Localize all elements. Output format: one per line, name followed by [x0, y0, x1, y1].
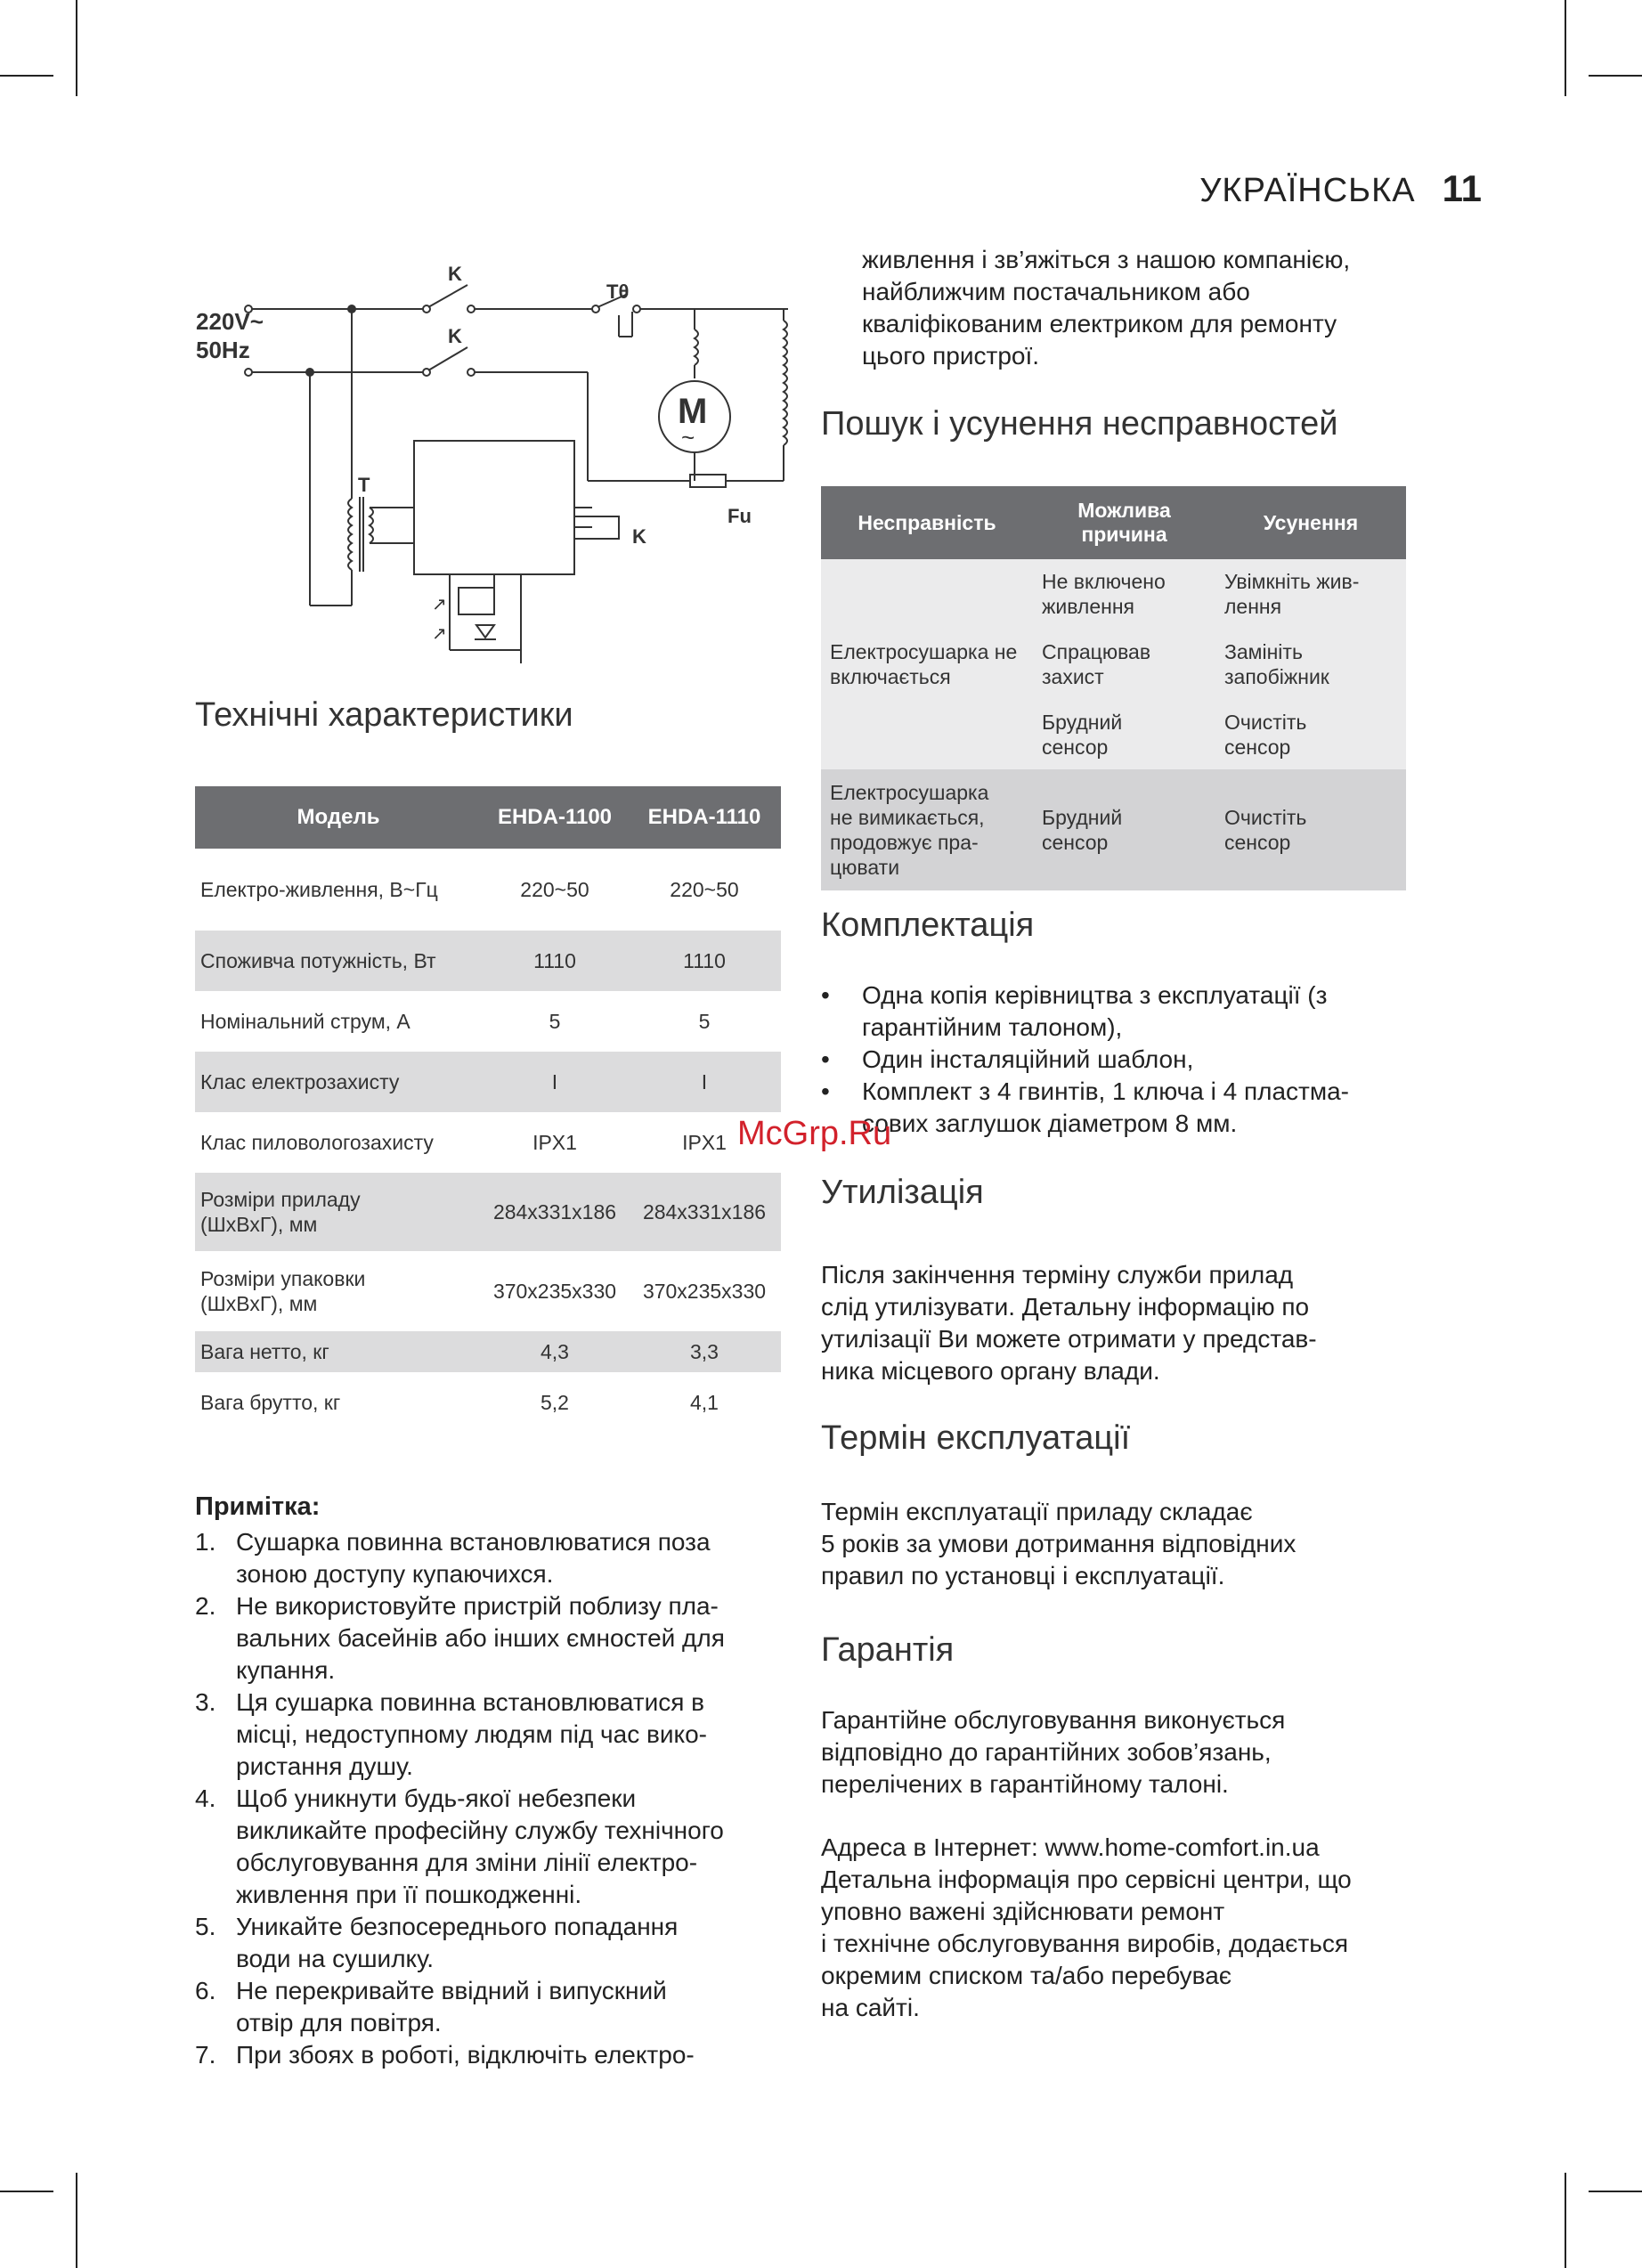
spec-label: Споживча потужність, Вт	[195, 931, 482, 991]
spec-value: IPX1	[532, 1130, 577, 1154]
crop-mark	[1565, 0, 1566, 96]
spec-label: Розміри упаковки (ШхВхГ), мм	[200, 1267, 366, 1315]
frequency-label: 50Hz	[196, 337, 250, 363]
thermostat-label: Tθ	[606, 280, 630, 303]
warranty-text: Гарантійне обслуговування виконується відповідно до гарантійних зобов’язань, перелічених в гарантійному талоні.	[821, 1706, 1286, 1798]
intro-line: живлення і зв’яжіться з нашою компанією,	[862, 246, 1351, 273]
spec-label: Номінальний струм, А	[200, 1010, 410, 1033]
cause-cell: Брудний сенсор	[1033, 769, 1215, 890]
note-item: 4. Щоб уникнути будь-якої небезпеки викликайте професійну службу технічного обслуговування для зміни лінії електро- живлення при її пошкодженні.	[195, 1784, 724, 1908]
warranty-title: Гарантія	[821, 1631, 955, 1669]
spec-value: IPX1	[682, 1130, 727, 1154]
page-header	[1199, 167, 1482, 210]
watermark: McGrp.Ru	[737, 1115, 892, 1152]
service-life-text: Термін експлуатації приладу складає 5 років за умови дотримання відповідних правил по установці і експлуатації.	[821, 1498, 1297, 1589]
voltage-label: 220V~	[196, 308, 264, 335]
fix-cell: Очистіть сенсор	[1215, 700, 1406, 769]
crop-mark	[1565, 2173, 1566, 2268]
crop-mark	[0, 75, 53, 77]
crop-mark	[76, 0, 77, 96]
kit-item: • Комплект з 4 гвинтів, 1 ключа і 4 пластма- сових заглушок діаметром 8 мм.	[821, 1077, 1349, 1137]
note-item: 5. Уникайте безпосереднього попадання води на сушилку.	[195, 1913, 679, 1972]
crop-mark	[0, 2191, 53, 2192]
intro-line: кваліфікованим електриком для ремонту	[862, 310, 1337, 337]
page-number: 11	[1442, 167, 1482, 209]
kit-title: Комплектація	[821, 906, 1035, 944]
kit-list	[821, 980, 1349, 1140]
fix-cell: Увімкніть жив- лення	[1215, 559, 1406, 629]
spec-value: 5,2	[541, 1390, 569, 1414]
crop-mark	[1589, 75, 1642, 77]
spec-label: Вага нетто, кг	[195, 1331, 482, 1372]
disposal-text: Після закінчення терміну служби прилад слід утилізувати. Детальну інформацію по утилізації Ви можете отримати у представ- ника місцевого органу влади.	[821, 1261, 1317, 1385]
led-arrows-icon: ↗	[432, 595, 447, 614]
cause-cell: Не включено живлення	[1033, 559, 1215, 629]
spec-label: Клас електрозахисту	[195, 1052, 482, 1112]
intro-continuation	[862, 244, 1350, 372]
fault-cell: Електросушарка не вимикається, продовжує пра- цювати	[821, 769, 1033, 890]
note-item: 3. Ця сушарка повинна встановлюватися в місці, недоступному людям під час вико- ристання душу.	[195, 1688, 707, 1780]
spec-value: 284x331x186	[482, 1173, 628, 1251]
note-item: 7. При збоях в роботі, відключіть електро-	[195, 2041, 695, 2069]
spec-value: 4,1	[690, 1390, 719, 1414]
spec-value: 5	[549, 1009, 561, 1033]
spec-value: 370x235x330	[492, 1279, 617, 1303]
header-model-2: EHDA-1110	[628, 786, 781, 849]
spec-value: 5	[698, 1009, 711, 1033]
fix-cell: Замініть запобіжник	[1215, 629, 1406, 700]
notes-title: Примітка:	[195, 1492, 321, 1521]
spec-value: 220~50	[520, 877, 589, 901]
warranty-contacts: Адреса в Інтернет: www.home-comfort.in.ua Детальна інформація про сервісні центри, що уповно важені здійснювати ремонт і технічне обслуговування виробів, додається окремим списком та/або перебуває на сайті.	[821, 1833, 1352, 2021]
troubleshooting-title: Пошук і усунення несправностей	[821, 405, 1338, 443]
intro-line: цього пристрої.	[862, 342, 1040, 370]
intro-line: найближчим постачальником або	[862, 278, 1250, 305]
motor-tilde-icon: ~	[681, 424, 695, 451]
cause-cell: Брудний сенсор	[1033, 700, 1215, 769]
crop-mark	[76, 2173, 77, 2268]
header-fault: Несправність	[821, 486, 1033, 559]
service-life-title: Термін експлуатації	[821, 1419, 1131, 1457]
troubleshooting-table	[821, 486, 1406, 890]
transformer-label: T	[358, 474, 370, 496]
spec-value: 4,3	[482, 1331, 628, 1372]
note-item: 1. Сушарка повинна встановлюватися поза зоною доступу купаючихся.	[195, 1528, 711, 1588]
cause-cell: Спрацював захист	[1033, 629, 1215, 700]
note-item: 6. Не перекривайте ввідний і випускний отвір для повітря.	[195, 1977, 667, 2036]
notes-list	[195, 1526, 725, 2071]
fault-cell: Електросушарка не включається	[821, 559, 1033, 769]
crop-mark	[1589, 2191, 1642, 2192]
motor-label: M	[678, 392, 708, 431]
spec-value: 1110	[482, 931, 628, 991]
disposal-title: Утилізація	[821, 1174, 984, 1211]
spec-value: 1110	[628, 931, 781, 991]
header-fix: Усунення	[1215, 486, 1406, 559]
relay-coil-label: K	[632, 525, 646, 548]
kit-item: • Один інсталяційний шаблон,	[821, 1045, 1194, 1073]
note-item: 2. Не використовуйте пристрій поблизу пла- вальних басейнів або інших ємностей для купання.	[195, 1592, 725, 1684]
header-model-1: EHDA-1100	[482, 786, 628, 849]
spec-label: Клас пиловологозахисту	[200, 1131, 434, 1154]
spec-value: 3,3	[628, 1331, 781, 1372]
spec-label: Вага брутто, кг	[200, 1391, 341, 1414]
header-cause: Можлива причина	[1033, 486, 1215, 559]
fix-cell: Очистіть сенсор	[1215, 769, 1406, 890]
specs-title: Технічні характеристики	[195, 696, 573, 734]
kit-item: • Одна копія керівництва з експлуатації (з гарантійним талоном),	[821, 981, 1328, 1041]
spec-value: I	[628, 1052, 781, 1112]
relay-k-top-label: K	[448, 263, 462, 285]
sensor-arrows-icon: ↗	[432, 624, 447, 644]
spec-value: 370x235x330	[642, 1279, 767, 1303]
spec-label: Електро-живлення, В~Гц	[200, 878, 438, 901]
spec-value: 220~50	[670, 877, 739, 901]
language-label: УКРАЇНСЬКА	[1199, 172, 1416, 209]
spec-value: I	[482, 1052, 628, 1112]
fuse-label: Fu	[728, 505, 752, 527]
relay-k-mid-label: K	[448, 325, 462, 347]
header-model: Модель	[195, 786, 482, 849]
spec-value: 284x331x186	[628, 1173, 781, 1251]
specs-table	[195, 786, 781, 1433]
circuit-diagram	[183, 258, 806, 677]
spec-label: Розміри приладу (ШхВхГ), мм	[195, 1173, 482, 1251]
